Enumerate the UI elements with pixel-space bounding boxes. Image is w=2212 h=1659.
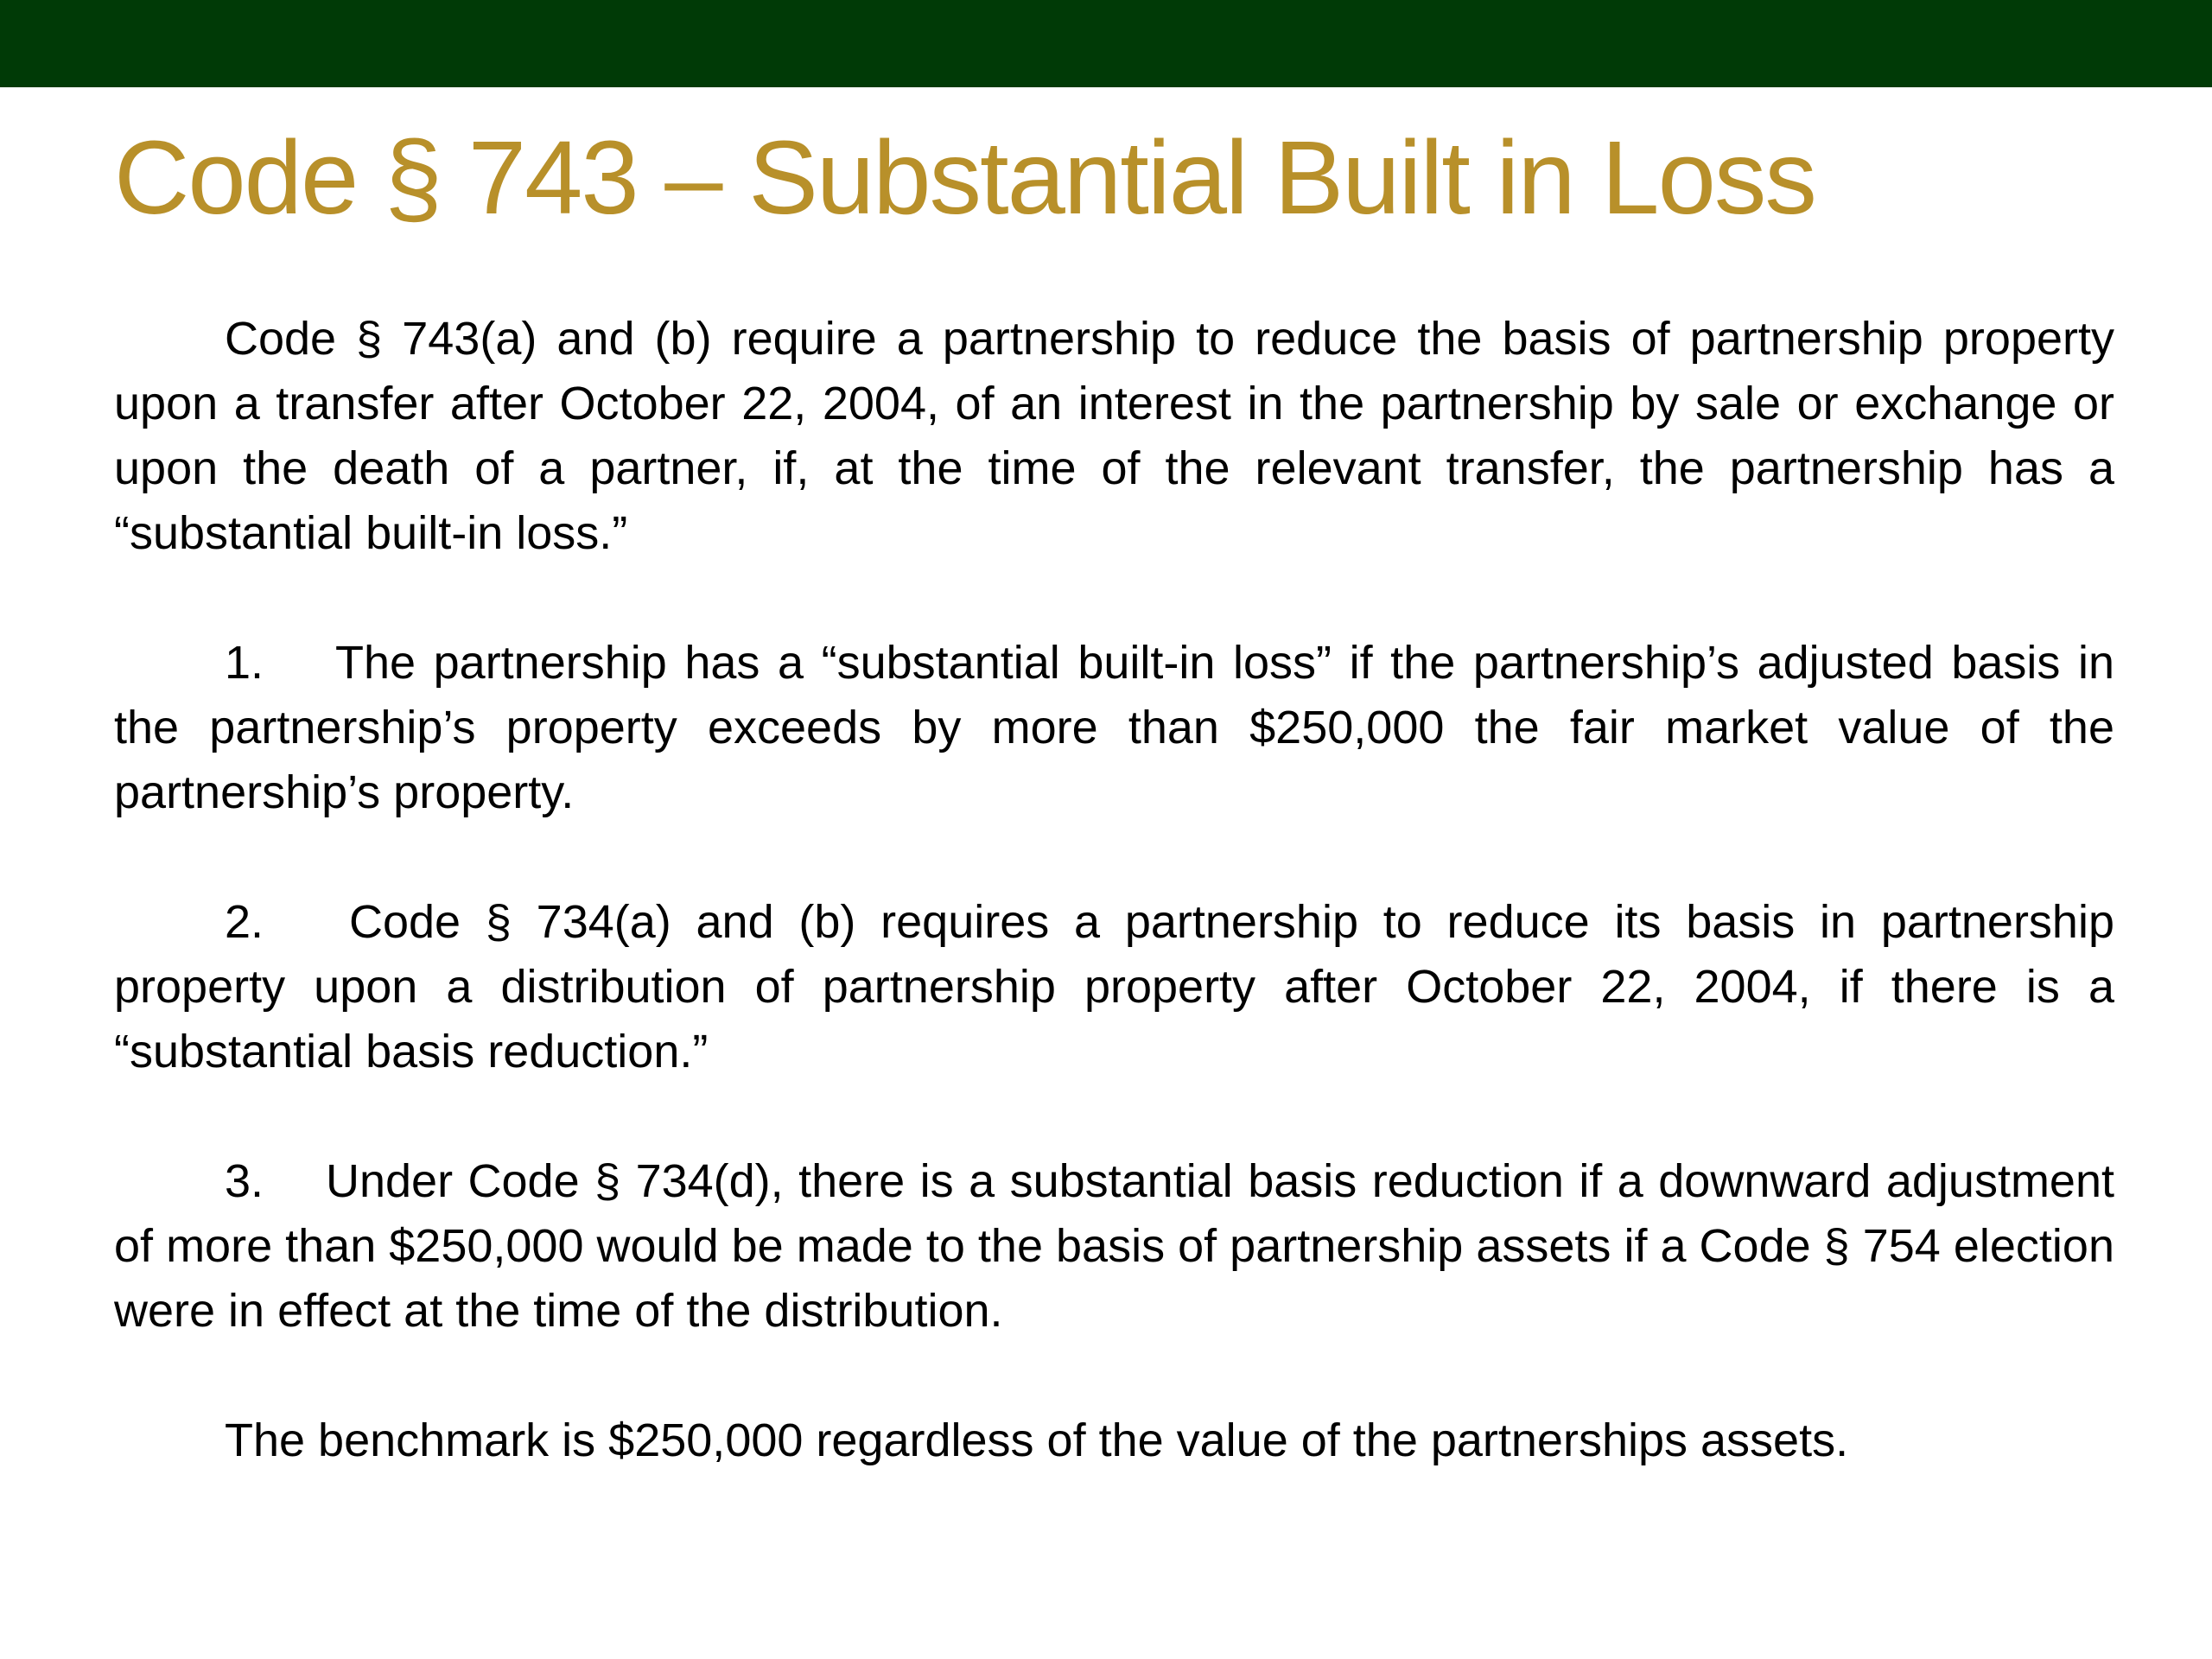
- slide-body: [114, 307, 2114, 1473]
- slide-title: Code § 743 – Substantial Built in Loss: [114, 118, 1815, 236]
- closing-paragraph: The benchmark is $250,000 regardless of the value of the partnerships assets.: [225, 1414, 1849, 1466]
- list-item-text: The partnership has a “substantial built-in loss” if the partnership’s adjusted basis in the partnership’s property exceeds by more than $250,000 the fair market value of the partnership’s property.: [114, 637, 2114, 818]
- list-item-number: 1.: [225, 637, 264, 689]
- list-item-text: Code § 734(a) and (b) requires a partnership to reduce its basis in partnership property upon a distribution of partnership property after October 22, 2004, if there is a “substantial basis reduction.”: [114, 896, 2114, 1077]
- list-item: [114, 890, 2114, 1084]
- list-item: [114, 631, 2114, 825]
- list-item-number: 2.: [225, 896, 264, 948]
- list-item: [114, 1149, 2114, 1344]
- intro-paragraph: Code § 743(a) and (b) require a partnership to reduce the basis of partnership property upon a transfer after October 22, 2004, of an interest in the partnership by sale or exchange or upon the death of a partner, if, at the time of the relevant transfer, the partnership has a “substantial built-in loss.”: [114, 313, 2114, 559]
- list-item-text: Under Code § 734(d), there is a substantial basis reduction if a downward adjustment of more than $250,000 would be made to the basis of partnership assets if a Code § 754 election were in effect at the time of the distribution.: [114, 1155, 2114, 1337]
- header-bar: [0, 0, 2212, 87]
- list-item-number: 3.: [225, 1155, 264, 1207]
